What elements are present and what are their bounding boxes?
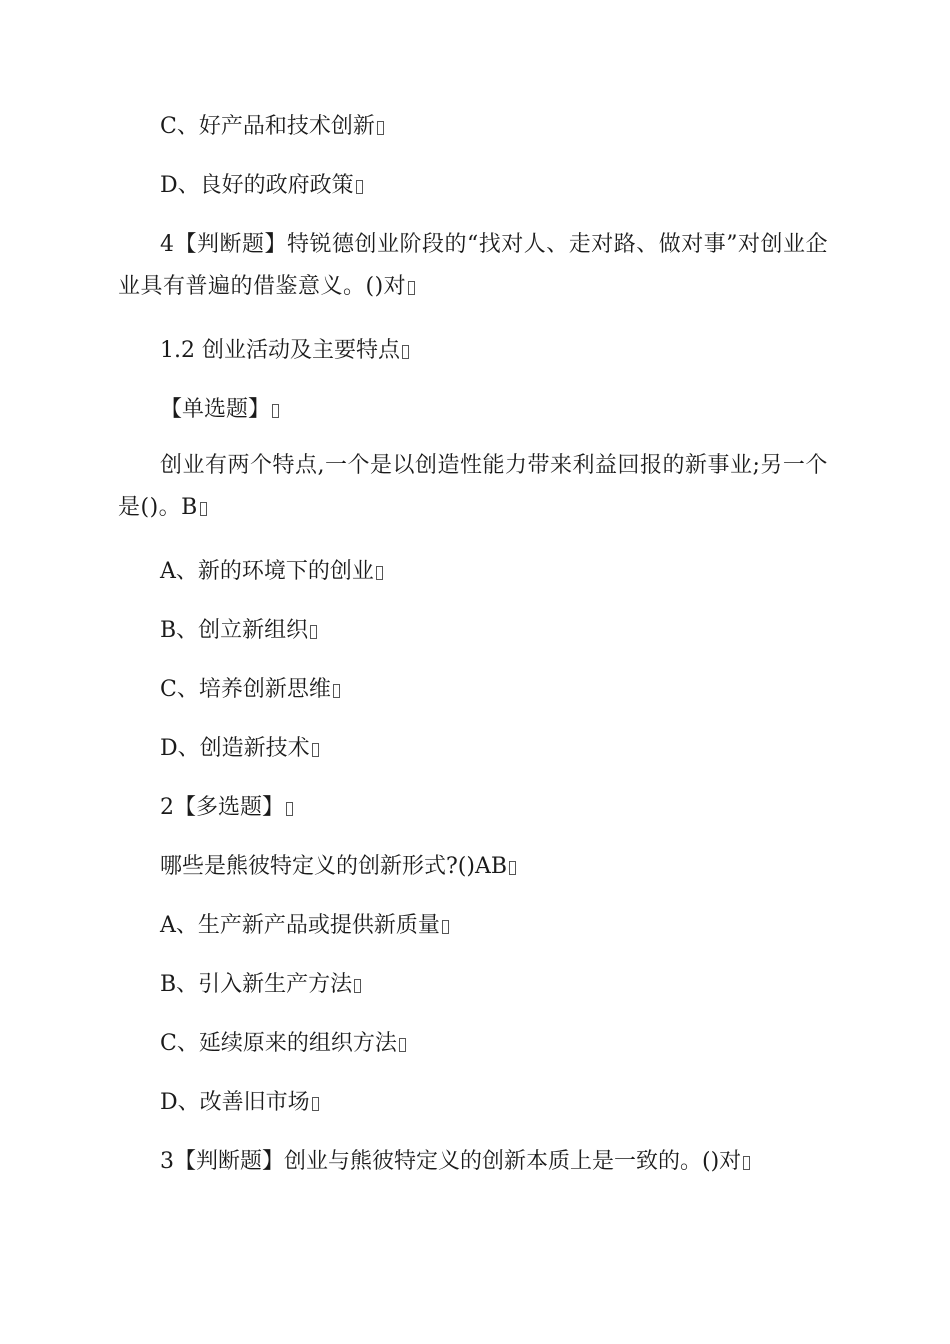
paragraph-mark-icon [376,566,383,580]
question-3-line [160,1147,750,1177]
question-single-paragraph [118,445,838,529]
option-b-line [160,970,361,1000]
text: 哪些是熊彼特定义的创新形式?()AB [160,854,508,879]
text: D、创造新技术 [160,736,310,761]
paragraph-mark-icon [354,979,361,993]
text: 2【多选题】 [160,795,284,820]
option-d-line [160,734,319,764]
text: A、新的环境下的创业 [160,559,374,584]
paragraph-mark-icon [356,180,363,194]
text: A、生产新产品或提供新质量 [160,913,440,938]
paragraph-mark-icon [200,502,207,516]
paragraph-mark-icon [399,1038,406,1052]
text: 创业有两个特点,一个是以创造性能力带来利益回报的新事业;另一个是()。B [118,453,828,520]
text: 【单选题】 [160,397,271,422]
text: B、引入新生产方法 [160,972,353,997]
option-c-line [160,1029,406,1059]
text: D、良好的政府政策 [160,173,354,198]
single-choice-label [160,395,279,425]
text: 4【判断题】特锐德创业阶段的“找对人、走对路、做对事”对创业企业具有普遍的借鉴意义。()对 [118,232,828,299]
multi-choice-label [160,793,293,823]
paragraph-mark-icon [442,920,449,934]
paragraph-mark-icon [377,121,384,135]
text: 3【判断题】创业与熊彼特定义的创新本质上是一致的。()对 [160,1149,742,1174]
option-a-line [160,911,449,941]
question-multi-line [160,852,516,882]
paragraph-mark-icon [743,1156,750,1170]
paragraph-mark-icon [312,743,319,757]
text: B、创立新组织 [160,618,309,643]
paragraph-mark-icon [310,625,317,639]
option-c-line [160,112,384,142]
paragraph-mark-icon [272,404,279,418]
paragraph-mark-icon [408,281,415,295]
paragraph-mark-icon [286,802,293,816]
text: 1.2 创业活动及主要特点 [160,338,400,363]
option-a-line [160,557,383,587]
paragraph-mark-icon [333,684,340,698]
question-4-paragraph [118,224,838,308]
text: C、好产品和技术创新 [160,114,375,139]
text: D、改善旧市场 [160,1090,310,1115]
paragraph-mark-icon [402,345,409,359]
text: C、培养创新思维 [160,677,331,702]
option-d-line [160,171,363,201]
option-b-line [160,616,317,646]
text: C、延续原来的组织方法 [160,1031,397,1056]
section-heading [160,336,409,366]
paragraph-mark-icon [312,1097,319,1111]
option-c-line [160,675,340,705]
option-d-line [160,1088,319,1118]
paragraph-mark-icon [509,861,516,875]
